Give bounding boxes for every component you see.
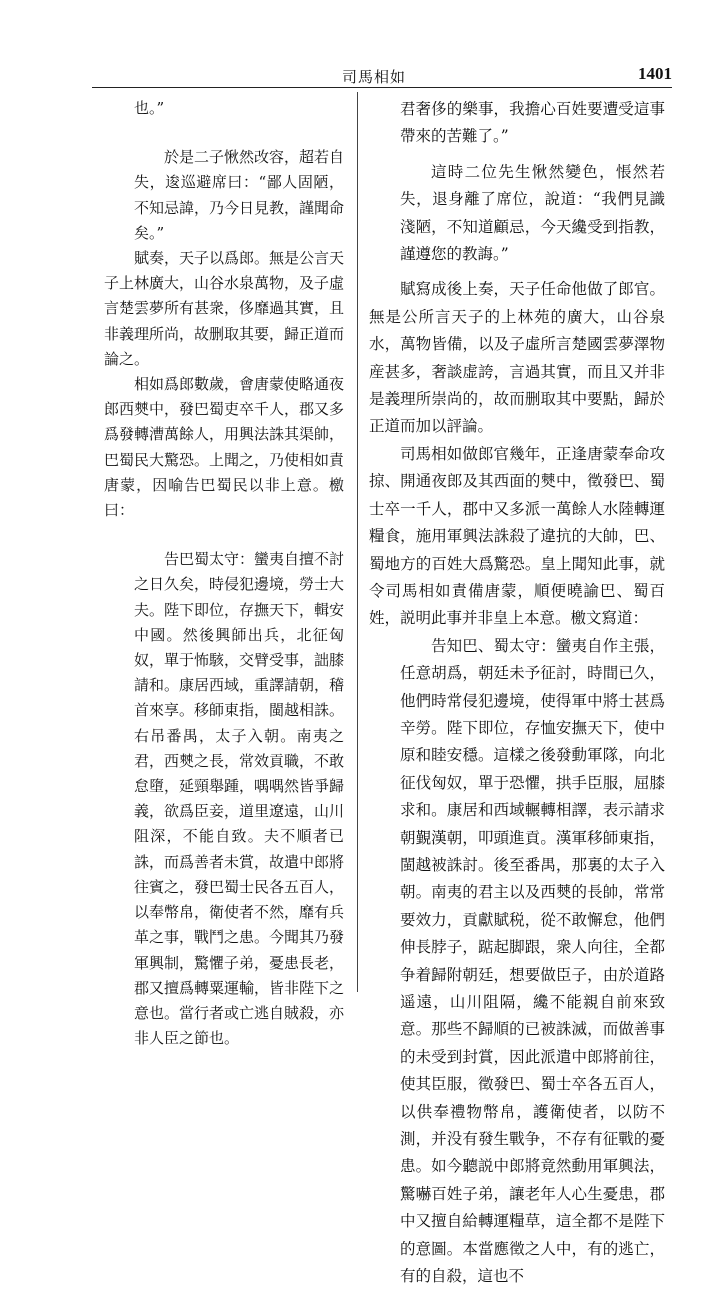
page-header — [92, 64, 672, 88]
indented-block — [104, 547, 344, 1051]
paragraph: 這時二位先生愀然變色，悵然若失，退身離了席位，說道：“我們見識淺陋，不知道顧忌，今天纔受到指教，謹遵您的教誨。” — [400, 162, 665, 264]
paragraph: 告知巴、蜀太守：蠻夷自作主張，任意胡爲，朝廷未予征討，時間已久，他們時常侵犯邊境，使得軍中將士甚爲辛勞。陛下即位，存恤安撫天下，使中原和睦安穩。這樣之後發動軍隊，向北征伐匈奴，單于恐懼，拱手臣服，屈膝求和。康居和西域輾轉相譯，表示請求朝覲漢朝，叩頭進貢。漢軍移師東指，閩越被誅討。後至番禺，那裏的太子入朝。南夷的君主以及西僰的長帥，常常要效力，貢獻賦税，從不敢懈怠，他們伸長脖子，踮起脚跟，衆人向往，全都争着歸附朝廷，想要做臣子，由於道路遥遠，山川阻隔，纔不能親自前來致意。那些不歸順的已被誅滅，而做善事的未受到封賞，因此派遣中郎將前往，使其臣服，徵發巴、蜀士卒各五百人，以供奉禮物幣帛，護衛使者，以防不測，并没有發生戰争，不存有征戰的憂患。如今聽説中郎將竟然動用軍興法，驚嚇百姓子弟，讓老年人心生憂患，郡中又擅自給轉運糧草，這全都不是陛下的意圖。本當應徵之人中，有的逃亡，有的自殺，這也不 — [400, 636, 665, 1286]
indented-block — [369, 159, 665, 269]
column-divider — [357, 92, 358, 992]
paragraph-gap — [104, 523, 344, 547]
paragraph: 君奢侈的樂事，我擔心百姓要遭受這事帶來的苦難了。” — [400, 100, 665, 146]
paragraph: 賦奏，天子以爲郎。無是公言天子上林廣大，山谷水泉萬物，及子虛言楚雲夢所有甚衆，侈靡過其實，且非義理所尚，故删取其要，歸正道而論之。 — [104, 249, 345, 368]
header-rule — [92, 87, 672, 88]
paragraph-gap — [104, 121, 344, 145]
running-title: 司馬相如 — [342, 68, 407, 86]
paragraph: 告巴蜀太守：蠻夷自擅不討之日久矣，時侵犯邊境，勞士大夫。陛下即位，存撫天下，輯安中國。然後興師出兵，北征匈奴，單于怖駭，交臂受事，詘膝請和。康居西域，重譯請朝，稽首來享。移師東指，閩越相誅。右吊番禺，太子入朝。南夷之君，西僰之長，常效貢職，不敢怠墮，延頸舉踵，喁喁然皆爭歸義，欲爲臣妾，道里遼遠，山川阻深，不能自致。夫不順者已誅，而爲善者未賞，故遣中郎將往賓之，發巴蜀士民各五百人，以奉幣帛，衛使者不然，靡有兵革之事，戰鬥之患。今聞其乃發軍興制，驚懼子弟，憂患長老，郡又擅爲轉粟運輸，皆非陛下之意也。當行者或亡逃自賊殺，亦非人臣之節也。 — [134, 550, 345, 1048]
paragraph: 相如爲郎數歲，會唐蒙使略通夜郎西僰中，發巴蜀吏卒千人，郡又多爲發轉漕萬餘人，用興法誅其渠帥，巴蜀民大驚恐。上聞之，乃使相如責唐蒙，因喻告巴蜀民以非上意。檄曰： — [104, 375, 345, 520]
paragraph-gap — [369, 151, 665, 159]
indented-block — [104, 145, 344, 246]
paragraph: 於是二子愀然改容，超若自失，逡巡避席曰：“鄙人固陋，不知忌諱，乃今日見教，謹聞命矣。” — [134, 148, 345, 242]
paragraph-gap — [369, 268, 665, 276]
classical-text-column — [104, 96, 344, 1051]
translation-column — [369, 96, 665, 1290]
paragraph: 也。” — [134, 99, 165, 117]
page-number: 1401 — [638, 64, 672, 83]
paragraph: 司馬相如做郎官幾年，正逢唐蒙奉命攻掠、開通夜郎及其西面的僰中，徵發巴、蜀士卒一千人，郡中又多派一萬餘人水陸轉運糧食，施用軍興法誅殺了違抗的大帥，巴、蜀地方的百姓大爲驚恐。皇上聞知此事，就令司馬相如責備唐蒙，順便曉諭巴、蜀百姓，説明此事并非皇上本意。檄文寫道： — [369, 444, 665, 628]
paragraph: 賦寫成後上奏，天子任命他做了郎官。無是公所言天子的上林苑的廣大，山谷泉水，萬物皆備，以及子虛所言楚國雲夢澤物産甚多，奢談虚誇，言過其實，而且又并非是義理所崇尚的，故而删取其中要點，歸於正道而加以評論。 — [369, 280, 665, 436]
indented-block — [369, 633, 665, 1290]
